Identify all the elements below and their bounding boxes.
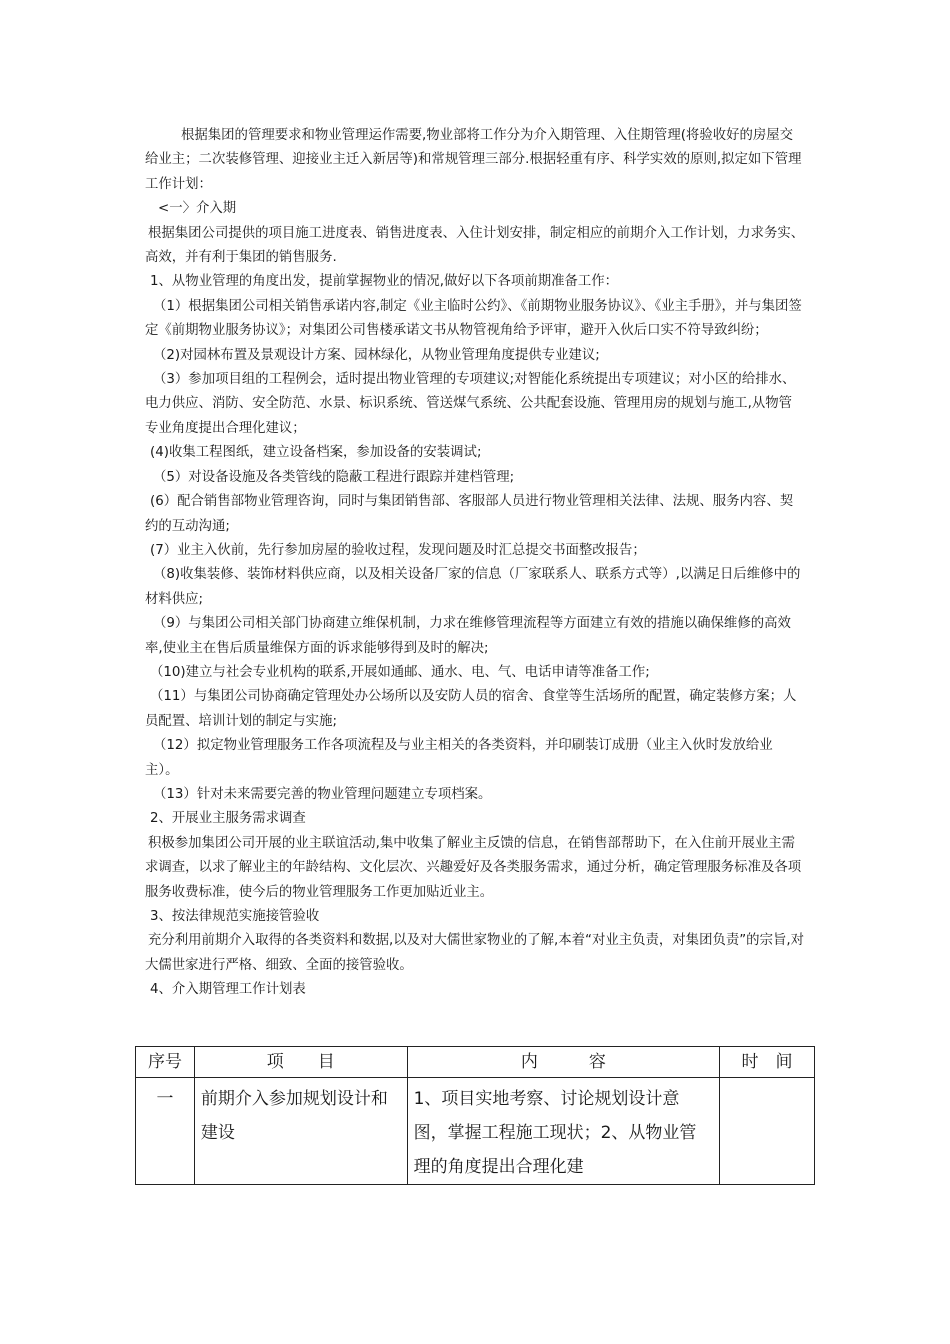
paragraph: 4、介入期管理工作计划表: [150, 982, 306, 998]
paragraph: （2)对园林布置及景观设计方案、园林绿化，从物业管理角度提供专业建议;: [153, 347, 600, 363]
plan-table: [135, 1046, 815, 1185]
header-time: 时 间: [720, 1047, 815, 1078]
paragraph: (6）配合销售部物业管理咨询，同时与集团销售部、客服部人员进行物业管理相关法律、法规、服务内容、契约的互动沟通;: [145, 494, 794, 534]
paragraph: 根据集团公司提供的项目施工进度表、销售进度表、入住计划安排，制定相应的前期介入工作计划，力求务实、高效，并有利于集团的销售服务.: [145, 225, 805, 266]
cell-time: [720, 1078, 815, 1185]
header-item: 项 目: [194, 1047, 407, 1078]
cell-item: 前期介入参加规划设计和建设: [194, 1078, 407, 1185]
paragraph: （5）对设备设施及各类管线的隐蔽工程进行跟踪并建档管理;: [153, 469, 515, 485]
paragraph: 2、开展业主服务需求调查: [150, 811, 306, 827]
paragraph: 积极参加集团公司开展的业主联谊活动,集中收集了解业主反馈的信息，在销售部帮助下，在入住前开展业主需求调查，以求了解业主的年龄结构、文化层次、兴趣爱好及各类服务需求，通过分析，确定管理服务标准及各项服务收费标准，使今后的物业管理服务工作更加贴近业主。: [145, 835, 802, 900]
paragraph: （12）拟定物业管理服务工作各项流程及与业主相关的各类资料，并印刷装订成册（业主入伙时发放给业主）。: [145, 738, 773, 778]
cell-content: 1、项目实地考察、讨论规划设计意图，掌握工程施工现状；2、从物业管理的角度提出合理化建: [407, 1078, 719, 1185]
paragraph: (4)收集工程图纸，建立设备档案，参加设备的安装调试;: [150, 445, 482, 461]
table-header-row: [136, 1047, 815, 1078]
paragraph: 1、从物业管理的角度出发，提前掌握物业的情况,做好以下各项前期准备工作：: [150, 274, 619, 290]
paragraph: （10)建立与社会专业机构的联系,开展如通邮、通水、电、气、电话申请等准备工作;: [150, 664, 650, 680]
paragraph: （8)收集装修、装饰材料供应商，以及相关设备厂家的信息（厂家联系人、联系方式等）,以满足日后维修中的材料供应;: [145, 567, 801, 607]
paragraph: 3、按法律规范实施接管验收: [150, 909, 320, 924]
cell-no: 一: [136, 1078, 195, 1185]
paragraph: （9）与集团公司相关部门协商建立维保机制，力求在维修管理流程等方面建立有效的措施以确保维修的高效率,使业主在售后质量维保方面的诉求能够得到及时的解决;: [145, 616, 791, 656]
paragraph: （3）参加项目组的工程例会，适时提出物业管理的专项建议;对智能化系统提出专项建议；对小区的给排水、电力供应、消防、安全防范、水景、标识系统、管送煤气系统、公共配套设施、管理用房的规划与施工,从物管专业角度提出合理化建议；: [145, 372, 796, 436]
paragraph: （13）针对未来需要完善的物业管理问题建立专项档案。: [153, 786, 492, 802]
paragraph: （11）与集团公司协商确定管理处办公场所以及安防人员的宿舍、食堂等生活场所的配置，确定装修方案；人员配置、培训计划的制定与实施;: [145, 689, 797, 729]
document-body: [145, 124, 805, 1003]
paragraph: 根据集团的管理要求和物业管理运作需要,物业部将工作分为介入期管理、入住期管理(将验收好的房屋交给业主；二次装修管理、迎接业主迁入新居等)和常规管理三部分.根据轻重有序、科学实效的原则,拟定如下管理工作计划：: [145, 128, 802, 192]
header-content: 内 容: [407, 1047, 719, 1078]
table-row: [136, 1078, 815, 1185]
header-no: 序号: [136, 1047, 195, 1078]
paragraph: <一〉介入期: [158, 201, 237, 217]
paragraph: 充分利用前期介入取得的各类资料和数据,以及对大儒世家物业的了解,本着“对业主负责，对集团负责”的宗旨,对大儒世家进行严格、细致、全面的接管验收。: [145, 933, 804, 973]
paragraph: （1）根据集团公司相关销售承诺内容,制定《业主临时公约》、《前期物业服务协议》、《业主手册》，并与集团签定《前期物业服务协议》；对集团公司售楼承诺文书从物管视角给予评审，避开入伙后口实不符导致纠纷；: [145, 298, 802, 339]
paragraph: (7）业主入伙前，先行参加房屋的验收过程，发现问题及时汇总提交书面整改报告；: [150, 542, 646, 558]
